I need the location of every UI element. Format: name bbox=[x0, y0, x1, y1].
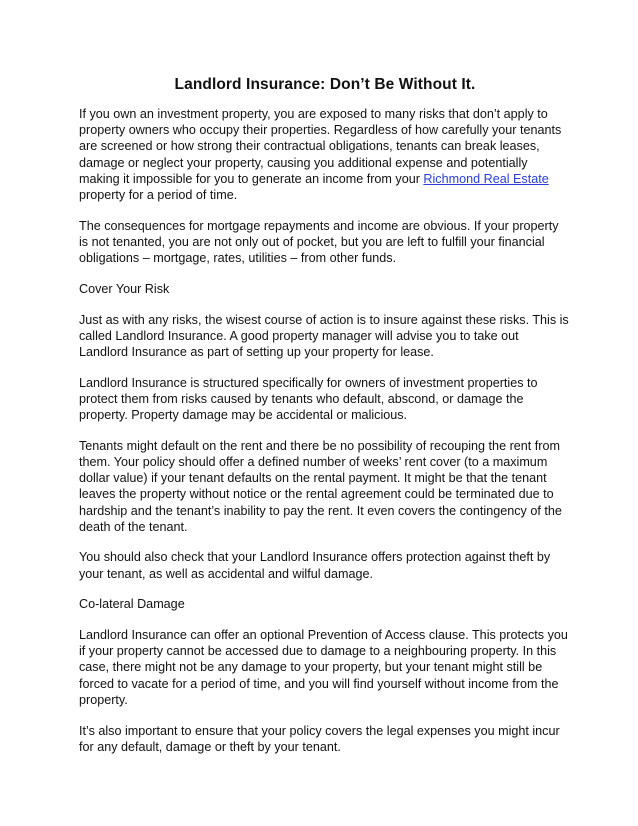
text-line: It’s also important to ensure that your policy covers the legal expenses you might incur bbox=[79, 723, 560, 738]
text-line: Tenants might default on the rent and there be no possibility of recouping the rent from bbox=[79, 438, 560, 453]
text-line: Just as with any risks, the wisest course of action is to insure against these risks. This is bbox=[79, 312, 569, 327]
text-line: Landlord Insurance can offer an optional Prevention of Access clause. This protects you bbox=[79, 628, 568, 643]
text-line: leaves the property without notice or the rental agreement could be terminated due to bbox=[79, 487, 554, 502]
text-line: damage or neglect your property, causing you additional expense and potentially bbox=[79, 155, 528, 170]
text-line: obligations – mortgage, rates, utilities – from other funds. bbox=[79, 251, 397, 266]
text-line: property. bbox=[79, 692, 128, 707]
paragraph-insure bbox=[79, 312, 571, 361]
text-line: are screened or how strong their contractual obligations, tenants can break leases, bbox=[79, 139, 540, 154]
section-heading-colateral-damage: Co-lateral Damage bbox=[79, 597, 185, 612]
text-line: property owners who occupy their properties. Regardless of how carefully your tenants bbox=[79, 123, 562, 138]
text-line: hardship and the tenant’s inability to pay the rent. It even covers the contingency of the bbox=[79, 503, 562, 518]
document-title: Landlord Insurance: Don’t Be Without It. bbox=[174, 76, 476, 93]
text-line: your tenant, as well as accidental and wilful damage. bbox=[79, 566, 374, 581]
text-before-link: making it impossible for you to generate an income from your bbox=[79, 171, 424, 186]
text-line: called Landlord Insurance. A good property manager will advise you to take out bbox=[79, 328, 519, 343]
text-line: If you own an investment property, you are exposed to many risks that don’t apply to bbox=[79, 107, 548, 121]
text-line: for any default, damage or theft by your tenant. bbox=[79, 739, 341, 754]
text-line: property for a period of time. bbox=[79, 188, 238, 203]
text-line: them. Your policy should offer a defined number of weeks’ rent cover (to a maximum bbox=[79, 454, 548, 469]
paragraph-default bbox=[79, 438, 571, 535]
text-line: death of the tenant. bbox=[79, 519, 188, 534]
paragraph-theft bbox=[79, 549, 571, 581]
paragraph-structured bbox=[79, 375, 571, 424]
text-line bbox=[79, 171, 571, 187]
text-line: dollar value) if your tenant defaults on the rental payment. It might be that the tenant bbox=[79, 471, 547, 486]
text-line: property. Property damage may be accidental or malicious. bbox=[79, 408, 408, 423]
text-line: if your property cannot be accessed due to damage to a neighbouring property. In this bbox=[79, 644, 557, 659]
paragraph-intro bbox=[79, 106, 571, 203]
text-line: Landlord Insurance is structured specifically for owners of investment properties to bbox=[79, 375, 538, 390]
paragraph-consequences bbox=[79, 218, 571, 267]
text-line: case, there might not be any damage to your property, but your tenant might still be bbox=[79, 660, 543, 675]
richmond-real-estate-link[interactable]: Richmond Real Estate bbox=[423, 171, 549, 186]
section-heading-cover-your-risk: Cover Your Risk bbox=[79, 281, 170, 296]
text-line: forced to vacate for a period of time, and you will find yourself without income from the bbox=[79, 676, 559, 691]
document-page bbox=[79, 76, 571, 770]
paragraph-prevention-of-access bbox=[79, 627, 571, 708]
text-line: You should also check that your Landlord Insurance offers protection against theft by bbox=[79, 550, 551, 565]
text-line: protect them from risks caused by tenants who default, abscond, or damage the bbox=[79, 391, 524, 406]
text-line: Landlord Insurance as part of setting up your property for lease. bbox=[79, 344, 434, 359]
paragraph-legal-expenses bbox=[79, 723, 571, 755]
text-line: is not tenanted, you are not only out of pocket, but you are left to fulfill your financial bbox=[79, 234, 545, 249]
text-line: The consequences for mortgage repayments and income are obvious. If your property bbox=[79, 218, 559, 233]
